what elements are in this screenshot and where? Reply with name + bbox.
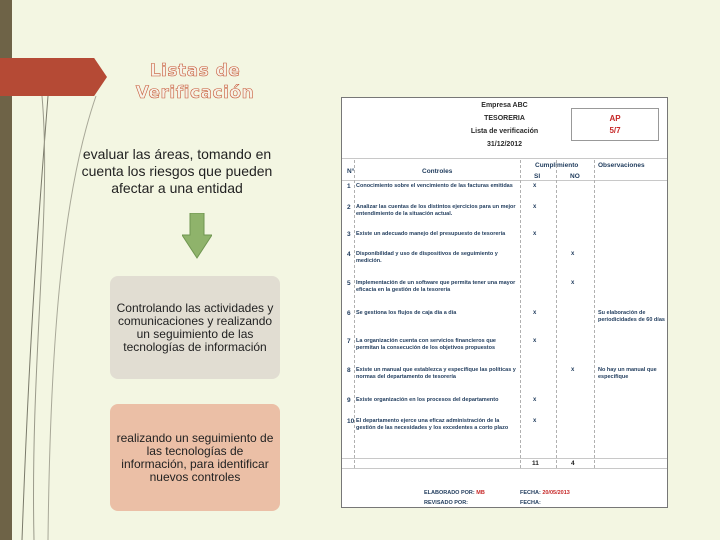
mark-si: x [533, 310, 537, 316]
row-number: 9 [347, 397, 351, 404]
slide-title [120, 60, 270, 104]
col-header-compliance: Cumplimiento [535, 162, 579, 169]
row-number: 5 [347, 280, 351, 287]
doc-rule-top [342, 158, 667, 159]
table-row [342, 395, 667, 417]
row-control: Se gestiona los flujos de caja día a día [356, 310, 457, 316]
slide-title-line1: Listas de [149, 61, 241, 81]
footer-date-label: FECHA: [520, 490, 541, 496]
decorative-curves [0, 0, 120, 540]
row-control: Conocimiento sobre el vencimiento de las facturas emitidas [356, 183, 513, 189]
row-number: 8 [347, 367, 351, 374]
footer-prepared-label: ELABORADO POR: [424, 490, 475, 496]
table-row [342, 249, 667, 271]
row-observation: No hay un manual que especifique [598, 367, 657, 380]
checklist-document [341, 97, 668, 508]
col-header-si: SI [534, 173, 541, 180]
row-number: 10 [347, 418, 355, 425]
row-number: 2 [347, 204, 351, 211]
row-number: 4 [347, 251, 351, 258]
doc-area: TESORERIA [484, 115, 525, 122]
row-observation: Su elaboración de periodicidades de 60 días [598, 310, 665, 323]
total-si: 11 [532, 460, 539, 467]
table-row [342, 229, 667, 251]
mark-si: x [533, 418, 537, 424]
mark-no: x [571, 280, 575, 286]
footer-date-value: 20/05/2013 [542, 490, 570, 496]
row-control: La organización cuenta con servicios financieros que permitan la consecución de los objetivos propuestos [356, 338, 496, 351]
mark-si: x [533, 338, 537, 344]
col-header-no: NO [570, 173, 580, 180]
footer-prepared-value: MB [476, 490, 485, 496]
doc-ref-code: AP [609, 114, 621, 123]
footer-prepared [424, 490, 485, 496]
table-row [342, 278, 667, 300]
row-control: Existe un adecuado manejo del presupuesto de tesorería [356, 231, 506, 237]
table-row [342, 202, 667, 224]
row-control: Implementación de un software que permita tener una mayor eficacia en la gestión de la tesorería [356, 280, 516, 293]
row-control: Existe organización en los procesos del departamento [356, 397, 499, 403]
doc-rule-bottom [342, 468, 667, 469]
slide-description: evaluar las áreas, tomando en cuenta los riesgos que pueden afectar a una entidad [81, 146, 273, 196]
footer-date-2: FECHA: [520, 500, 541, 506]
mark-no: x [571, 367, 575, 373]
doc-rule-totals [342, 458, 667, 459]
doc-date: 31/12/2012 [486, 141, 523, 148]
row-number: 3 [347, 231, 351, 238]
doc-company: Empresa ABC [481, 102, 528, 109]
footer-reviewed: REVISADO POR: [424, 500, 469, 506]
table-row [342, 181, 667, 203]
doc-ref-page: 5/7 [609, 126, 621, 135]
row-number: 6 [347, 310, 351, 317]
footer-date [520, 490, 570, 496]
row-control: Disponibilidad y uso de dispositivos de seguimiento y medición. [356, 251, 498, 264]
doc-list-title: Lista de verificación [470, 128, 539, 135]
mark-no: x [571, 251, 575, 257]
table-row [342, 416, 667, 438]
mark-si: x [533, 204, 537, 210]
slide-title-line2: Verificación [135, 83, 255, 103]
col-header-num: N° [347, 168, 355, 175]
process-box-tracking: realizando un seguimiento de las tecnologías de información, para identificar nuevos controles [110, 404, 280, 511]
col-header-observations: Observaciones [598, 162, 645, 169]
col-header-controls: Controles [422, 168, 453, 175]
table-row [342, 308, 667, 330]
doc-reference-box [571, 108, 659, 141]
total-no: 4 [571, 460, 575, 467]
row-number: 7 [347, 338, 351, 345]
row-control: Analizar las cuentas de los distintos ejercicios para un mejor entendimiento de la situación actual. [356, 204, 516, 217]
mark-si: x [533, 231, 537, 237]
table-row [342, 336, 667, 358]
row-control: Existe un manual que establezca y especifique las políticas y normas del departamento de tesorería [356, 367, 516, 380]
process-box-controlling: Controlando las actividades y comunicaciones y realizando un seguimiento de las tecnologías de información [110, 276, 280, 379]
row-number: 1 [347, 183, 351, 190]
mark-si: x [533, 183, 537, 189]
row-control: El departamento ejerce una eficaz administración de la gestión de las necesidades y los excedentes a corto plazo [356, 418, 509, 431]
down-arrow-icon [182, 213, 212, 259]
table-row [342, 365, 667, 387]
mark-si: x [533, 397, 537, 403]
